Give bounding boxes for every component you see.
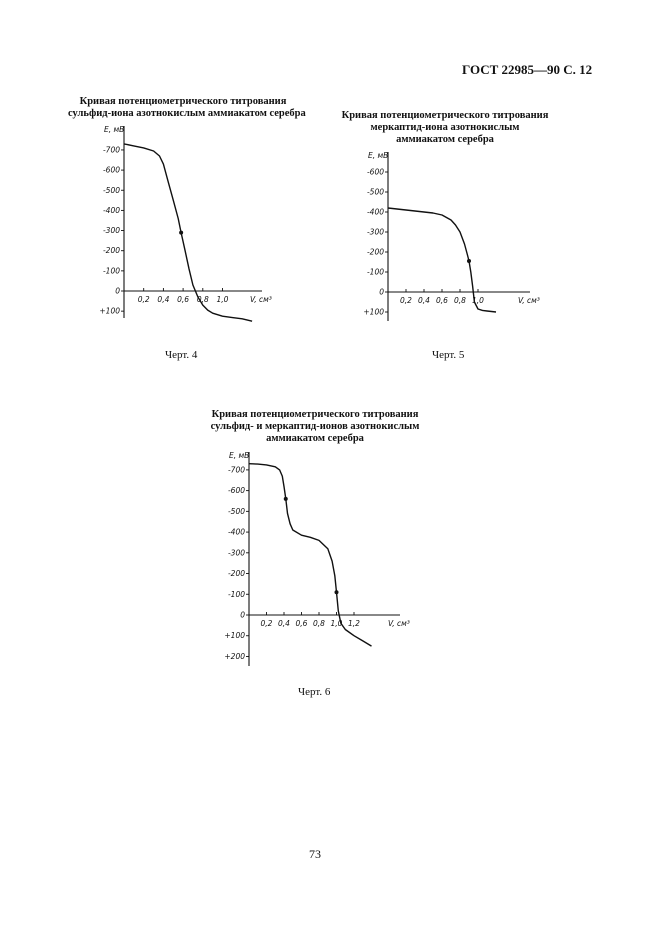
figure-6-y-tick-label: 0 — [240, 610, 245, 620]
figure-5-title — [330, 110, 560, 146]
figure-5-title-line-1: Кривая потенциометрического титрования — [341, 110, 549, 121]
figure-4-y-tick-label: 0 — [115, 286, 120, 296]
figure-6-y-tick-label: -400 — [227, 527, 245, 537]
figure-5-x-axis-label: V, см³ — [518, 296, 540, 305]
figure-6-x-tick-label: 0,4 — [278, 619, 290, 628]
figure-4-x-tick-label: 1,0 — [216, 295, 229, 304]
figure-4-x-tick-label: 0,2 — [137, 295, 150, 304]
figure-4-title-line-2: сульфид-иона азотнокислым аммиакатом серебра — [68, 108, 306, 119]
figure-5-x-tick-label: 0,2 — [400, 296, 412, 305]
figure-4-y-tick-label: -500 — [102, 185, 120, 195]
figure-4-y-tick-label: -100 — [102, 266, 120, 276]
figure-5-y-tick-label: 0 — [379, 287, 384, 297]
figure-6-y-tick-label: -500 — [227, 506, 245, 516]
figure-6-x-tick-label: 0,2 — [260, 619, 273, 628]
figure-5-y-axis-label: E, мВ — [368, 151, 389, 160]
figure-5-title-line-2: меркаптид-иона азотнокислым — [370, 122, 520, 133]
figure-5-y-tick-label: -400 — [366, 207, 384, 217]
page-number: 73 — [309, 847, 321, 861]
figure-6-y-tick-label: -700 — [227, 465, 245, 475]
figure-6-equivalence-point — [284, 497, 288, 501]
figure-4-x-axis-label: V, см³ — [250, 295, 272, 304]
figure-6-caption: Черт. 6 — [298, 686, 331, 698]
figure-4-y-tick-label: -200 — [102, 246, 120, 256]
figure-5-y-tick-label: -500 — [366, 187, 384, 197]
figure-5-y-tick-label: -200 — [366, 247, 384, 257]
figure-5-x-tick-label: 1,0 — [472, 296, 484, 305]
figure-4-equivalence-point — [179, 231, 183, 235]
figure-5-equivalence-point — [467, 259, 471, 263]
figure-5-y-tick-label: -100 — [366, 267, 384, 277]
figure-6-x-tick-label: 1,2 — [348, 619, 360, 628]
figure-4-x-tick-label: 0,6 — [177, 295, 190, 304]
figure-5-y-tick-label: -600 — [366, 167, 384, 177]
figure-5-x-tick-label: 0,6 — [436, 296, 448, 305]
figure-6-y-tick-label: -300 — [227, 548, 245, 558]
figure-5-y-tick-label: +100 — [363, 307, 384, 317]
figure-4-y-tick-label: -400 — [102, 205, 120, 215]
figure-6-title-line-1: Кривая потенциометрического титрования — [211, 409, 419, 420]
figure-5-x-tick-label: 0,8 — [454, 296, 466, 305]
figure-4-title-line-1: Кривая потенциометрического титрования — [79, 96, 287, 107]
figure-5-caption: Черт. 5 — [432, 349, 465, 361]
figure-6-equivalence-point — [335, 590, 339, 594]
figure-6-y-axis-label: E, мВ — [229, 451, 250, 460]
figure-6-y-tick-label: -200 — [227, 569, 245, 579]
figure-6-title-line-2: сульфид- и меркаптид-ионов азотнокислым — [210, 421, 420, 432]
figure-5-y-tick-label: -300 — [366, 227, 384, 237]
figure-6-y-tick-label: -600 — [227, 486, 245, 496]
figure-4-x-tick-label: 0,8 — [196, 295, 209, 304]
figure-4-y-tick-label: -300 — [102, 226, 120, 236]
figure-6-y-tick-label: +200 — [224, 651, 245, 661]
figure-6-y-tick-label: -100 — [227, 589, 245, 599]
figure-4-x-tick-label: 0,4 — [157, 295, 170, 304]
document-header: ГОСТ 22985—90 С. 12 — [462, 62, 593, 77]
figure-6-x-tick-label: 1,0 — [330, 619, 343, 628]
figure-4-y-tick-label: -600 — [102, 165, 120, 175]
figure-6-title — [195, 409, 435, 445]
figure-6-y-tick-label: +100 — [224, 631, 245, 641]
figure-4-y-tick-label: +100 — [99, 306, 120, 316]
figure-6-title-line-3: аммиакатом серебра — [266, 433, 364, 444]
figure-6-x-tick-label: 0,8 — [313, 619, 325, 628]
figure-4-y-tick-label: -700 — [102, 145, 120, 155]
figure-5-x-tick-label: 0,4 — [418, 296, 430, 305]
figure-5-title-line-3: аммиакатом серебра — [396, 134, 494, 145]
figure-4-y-axis-label: E, мВ — [104, 125, 125, 134]
figure-6-x-tick-label: 0,6 — [295, 619, 308, 628]
figure-6-x-axis-label: V, см³ — [388, 619, 410, 628]
figure-4-caption: Черт. 4 — [165, 349, 198, 361]
